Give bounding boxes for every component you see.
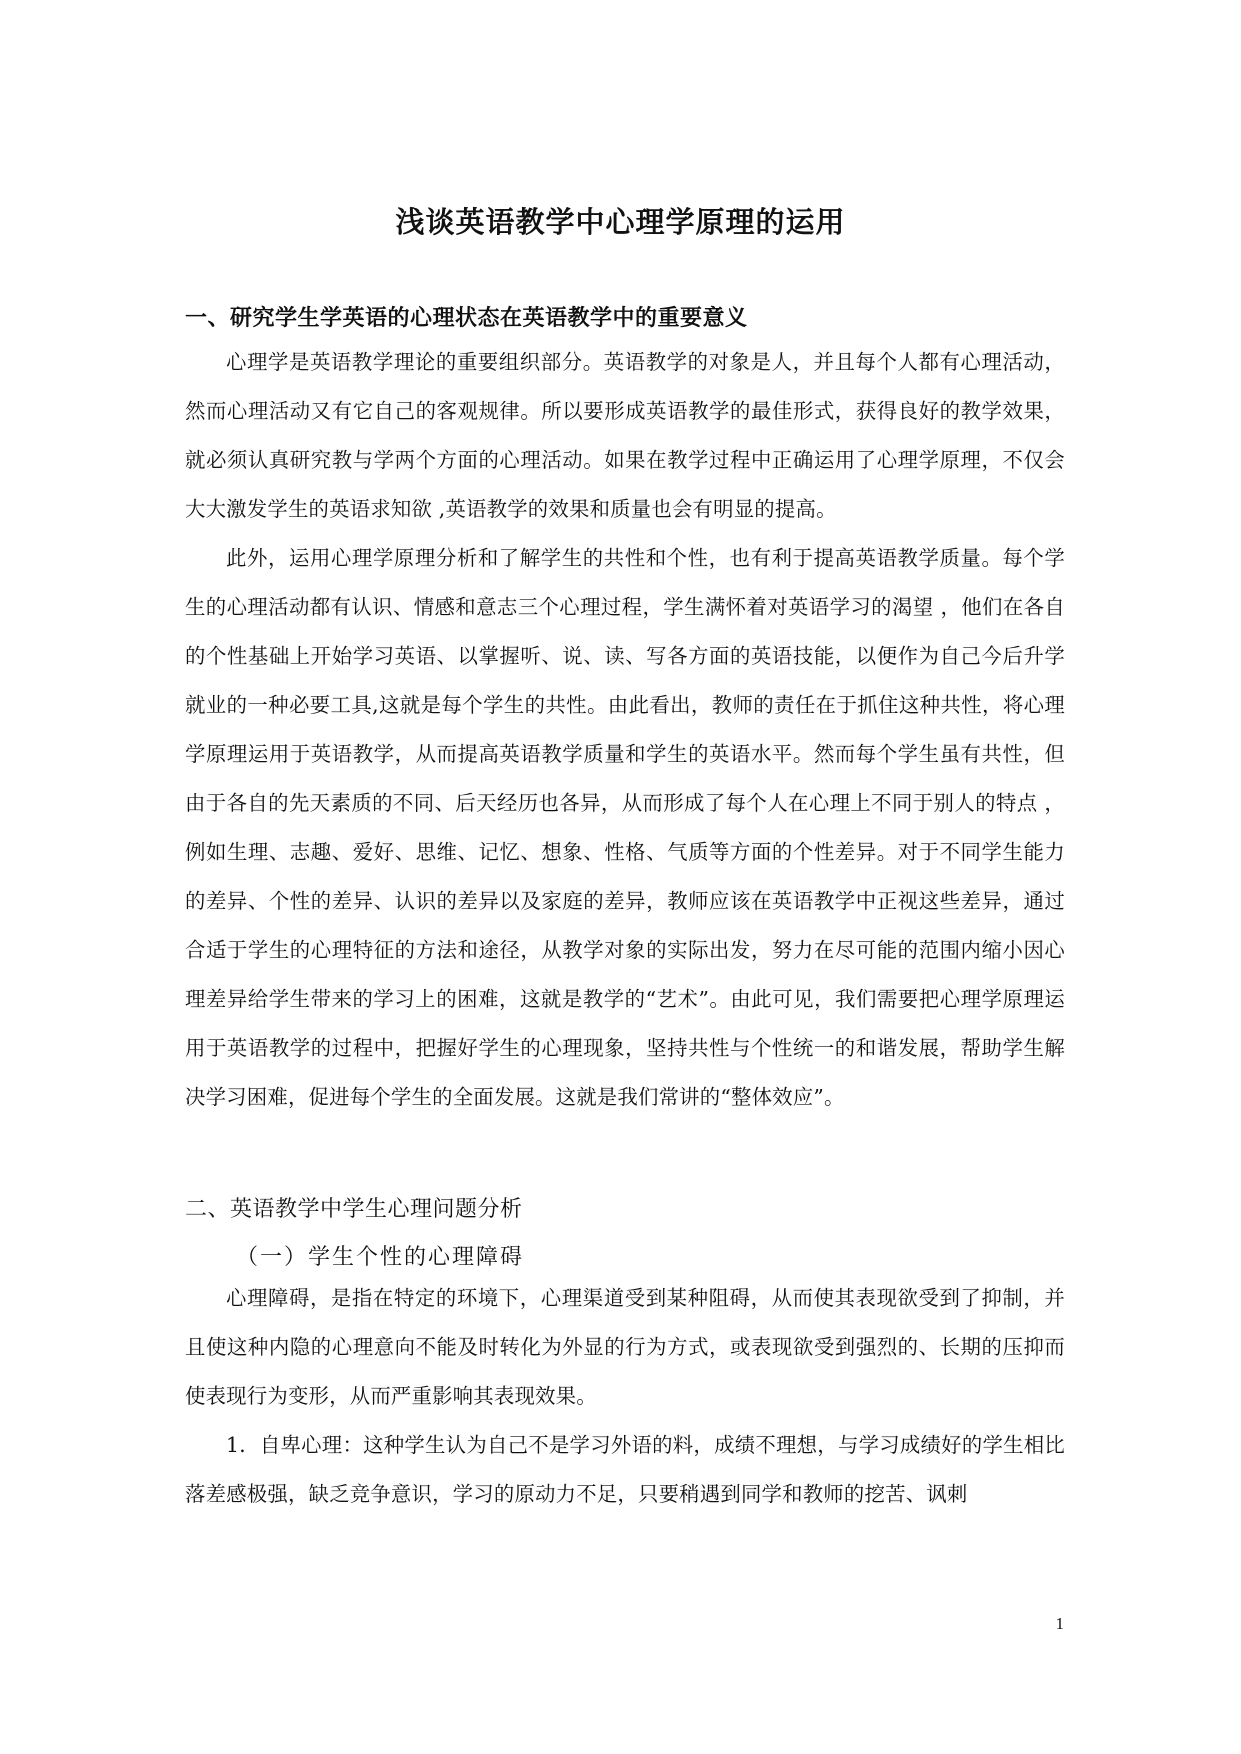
page-title: 浅谈英语教学中心理学原理的运用 [395,205,846,239]
section-1-paragraph-1: 心理学是英语教学理论的重要组织部分。英语教学的对象是人，并且每个人都有心理活动，然而心理活动又有它自己的客观规律。所以要形成英语教学的最佳形式，获得良好的教学效果，就必须认真研究教与学两个方面的心理活动。如果在教学过程中正确运用了心理学原理，不仅会大大激发学生的英语求知欲 ,英语教学的效果和质量也会有明显的提高。 [185,350,1065,521]
section-2-paragraph-1: 心理障碍，是指在特定的环境下，心理渠道受到某种阻碍，从而使其表现欲受到了抑制，并且使这种内隐的心理意向不能及时转化为外显的行为方式，或表现欲受到强烈的、长期的压抑而使表现行为变形，从而严重影响其表现效果。 [185,1286,1065,1408]
section-2-paragraph-2: 1．自卑心理：这种学生认为自己不是学习外语的料，成绩不理想，与学习成绩好的学生相比落差感极强，缺乏竞争意识，学习的原动力不足，只要稍遇到同学和教师的挖苦、讽刺 [185,1433,1065,1506]
page-number: 1 [1055,1614,1064,1633]
section-2-subheading: （一）学生个性的心理障碍 [236,1245,525,1270]
section-2-heading: 二、英语教学中学生心理问题分析 [185,1197,523,1222]
section-1-paragraph-2: 此外，运用心理学原理分析和了解学生的共性和个性，也有利于提高英语教学质量。每个学生的心理活动都有认识、情感和意志三个心理过程，学生满怀着对英语学习的渴望 ，他们在各自的个性基础上开始学习英语、以掌握听、说、读、写各方面的英语技能，以便作为自己今后升学就业的一种必要工具,这就是每个学生的共性。由此看出，教师的责任在于抓住这种共性，将心理学原理运用于英语教学，从而提高英语教学质量和学生的英语水平。然而每个学生虽有共性，但由于各自的先天素质的不同、后天经历也各异，从而形成了每个人在心理上不同于别人的特点 ，例如生理、志趣、爱好、思维、记忆、想象、性格、气质等方面的个性差异。对于不同学生能力的差异、个性的差异、认识的差异以及家庭的差异，教师应该在英语教学中正视这些差异，通过合适于学生的心理特征的方法和途径，从教学对象的实际出发，努力在尽可能的范围内缩小因心理差异给学生带来的学习上的困难，这就是教学的“艺术”。由此可见，我们需要把心理学原理运用于英语教学的过程中，把握好学生的心理现象，坚持共性与个性统一的和谐发展，帮助学生解决学习困难，促进每个学生的全面发展。这就是我们常讲的“整体效应”。 [185,546,1065,1109]
section-1-heading: 一、研究学生学英语的心理状态在英语教学中的重要意义 [185,306,748,331]
